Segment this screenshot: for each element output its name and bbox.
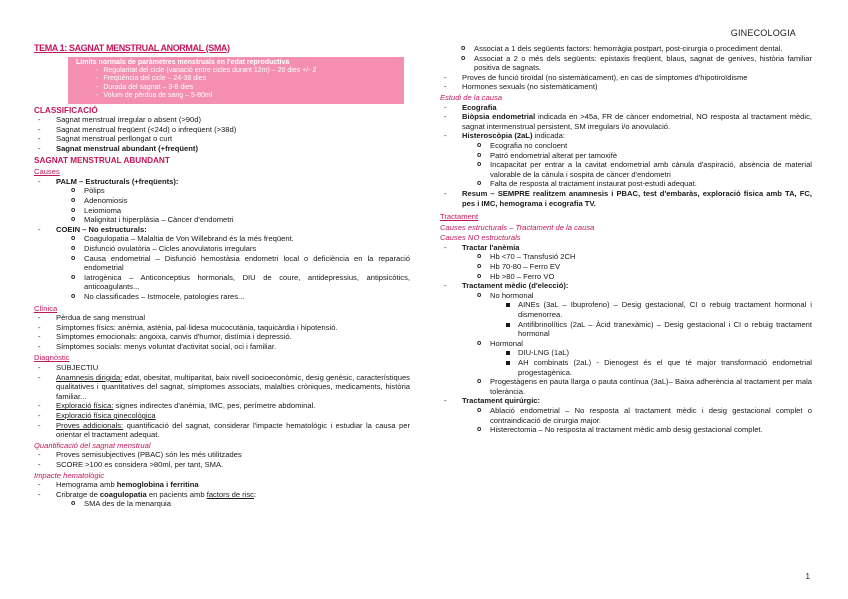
list-item	[56, 225, 410, 302]
list-item: o Incapacitat per entrar a la cavitat endometrial amb cànula d'aspiració, absència de material valorable de la cànula i sospita de càncer d'endometri	[490, 160, 812, 179]
list-item: - Volum de pèrdua de sang – 5-80ml	[106, 92, 396, 100]
list-item: o Causa endometrial – Disfunció hemostàsia endometri local o deficiència en la reparació endometrial	[84, 254, 410, 273]
list-item: o Iatrogènica – Anticonceptius hormonals, DIU de coure, antidepressius, antipsicòtics, anticoagulants...	[84, 273, 410, 292]
list-item: o Hb >80 – Ferro VO	[490, 272, 812, 282]
medic-list	[462, 291, 812, 397]
coein-list	[56, 234, 410, 301]
list-item: - Regularitat del cicle (variació entre cicles durant 12m) – 20 dies +/- 2	[106, 67, 396, 75]
list-item: o Malignitat i hiperplàsia – Càncer d'endometri	[84, 215, 410, 225]
text: No hormonal	[490, 290, 534, 300]
list-item: o Histerectomia – No resposta al tractament mèdic amb desig gestacional complet.	[490, 425, 812, 435]
right-column	[440, 44, 812, 435]
list-item: o Pòlips	[84, 186, 410, 196]
list-item	[462, 131, 812, 189]
left-column	[34, 44, 410, 509]
list-item: DIU-LNG (1aL)	[518, 348, 812, 358]
list-item: o Falta de resposta al tractament instaurat post-estudi adequat.	[490, 179, 812, 189]
box-heading: Límits normals de paràmetres menstruals en l'edat reproductiva	[76, 58, 290, 66]
subsection-heading-quantificacio: Quantificació del sagnat menstrual	[34, 440, 151, 450]
bold-text: Tractar l'anèmia	[462, 242, 520, 252]
quantificacio-list	[34, 450, 410, 469]
factors-list	[440, 44, 812, 73]
list-item: o Progestàgens en pauta llarga o pauta contínua (3aL)– Baixa adherència al tractament per mala tolerància.	[490, 377, 812, 396]
list-item: - Sagnat menstrual freqüent (<24d) o infreqüent (>38d)	[56, 125, 410, 135]
box-list	[76, 67, 396, 101]
list-item: - Proves semisubjectives (PBAC) són les més utilitzades	[56, 450, 410, 460]
subsection-heading-tractament: Tractament	[440, 212, 479, 222]
list-item	[462, 396, 812, 434]
underlined-text: factors de risc	[206, 489, 254, 499]
list-item: o Ablació endometrial – No resposta al tractament mèdic i desig gestacional complet o contraindicació de cirurgia major.	[490, 406, 812, 425]
list-item: o Adenomiosis	[84, 196, 410, 206]
list-item	[490, 291, 812, 339]
list-item	[56, 421, 410, 440]
list-item	[462, 281, 812, 396]
page-number: 1	[805, 572, 810, 581]
text: indicada en >45a, FR de càncer endometrial, NO resposta al tractament mèdic, sagnat intermenstrual persistent, SM irregulars i/o anovulació.	[462, 112, 812, 131]
subsection-heading-causes: Causes	[34, 167, 60, 177]
list-item: AH combinats (2aL) - Dienogest és el que té major transformació endometrial progestagènica.	[518, 358, 812, 377]
bold-text: Tractament mèdic (d'elecció):	[462, 281, 569, 291]
list-item	[56, 480, 410, 490]
list-item	[462, 112, 812, 131]
list-item: - Símptomes físics: anèmia, astènia, pal·lidesa mucocutània, taquicàrdia i hipotensió.	[56, 323, 410, 333]
no-hormonal-list	[490, 300, 812, 338]
underlined-text: Anamnesis dirigida:	[56, 372, 123, 382]
list-item	[462, 189, 812, 208]
list-item	[56, 373, 410, 402]
tractament-list	[440, 243, 812, 435]
list-item: o Hb 70-80 – Ferro EV	[490, 262, 812, 272]
list-item: - Símptomes socials: menys voluntat d'activitat social, oci i familiar.	[56, 342, 410, 352]
list-item: - Sagnat menstrual perllongat o curt	[56, 134, 410, 144]
clinica-list	[34, 313, 410, 351]
causes-no-estructurals-line: Causes NO estructurals	[440, 233, 521, 243]
impacte-list	[34, 480, 410, 509]
anemia-list	[462, 252, 812, 281]
list-item	[462, 103, 812, 113]
section-heading-sma: SAGNAT MENSTRUAL ABUNDANT	[34, 155, 170, 165]
list-item	[490, 339, 812, 377]
subsection-heading-clinica: Clínica	[34, 303, 58, 313]
text: signes indirectes d'anèmia, IMC, pes, perímetre abdominal.	[113, 401, 316, 411]
list-item: o Leiomioma	[84, 206, 410, 216]
estudi-list	[440, 103, 812, 209]
list-item: - Hormones sexuals (no sistemàticament)	[462, 82, 812, 92]
list-item: AINEs (3aL – Ibuprofeno) – Desig gestacional, CI o rebuig tractament hormonal i dismenorrea.	[518, 300, 812, 320]
list-item	[462, 243, 812, 281]
list-item	[56, 144, 410, 154]
coein-label: COEIN – No estructurals:	[56, 224, 147, 234]
normal-limits-box	[68, 57, 404, 104]
bold-text: hemoglobina i ferritina	[116, 480, 199, 490]
underlined-text: Exploració física ginecològica	[56, 411, 156, 421]
text: indicada:	[532, 131, 565, 141]
subsection-heading-impacte: Impacte hematològic	[34, 470, 105, 480]
list-item: - SUBJECTIU	[56, 363, 410, 373]
underlined-text: Exploració física:	[56, 401, 114, 411]
list-item	[56, 490, 410, 509]
list-item	[56, 401, 410, 411]
list-item: o SMA des de la menarquia	[84, 499, 410, 509]
bold-text: Resum – SEMPRE realitzem anamnesis i PBAC, test d'embaràs, exploració física amb TA, FC, pes i IMC, hemograma i ecografia TV.	[462, 188, 812, 208]
list-item: - SCORE >100 es considera >80ml, per tant, SMA.	[56, 460, 410, 470]
palm-label: PALM – Estructurals (+freqüents):	[56, 176, 179, 186]
text: Cribratge de	[56, 489, 100, 499]
text: Hormonal	[490, 338, 523, 348]
list-item: - Sagnat menstrual irregular o absent (>90d)	[56, 115, 410, 125]
list-item: o Associat a 2 o més dels següents: epistaxis freqüent, blaus, sagnat de genives, història familiar positiva de sagnats.	[474, 54, 812, 73]
histero-list	[462, 141, 812, 189]
text: en pacients amb	[146, 489, 207, 499]
classificacio-list	[34, 115, 410, 153]
causes-list	[34, 177, 410, 302]
list-item	[56, 411, 410, 421]
text: Hemograma amb	[56, 480, 117, 490]
causes-estructurals-line: Causes estructurals – Tractament de la causa	[440, 222, 595, 232]
list-item: o Ecografia no concloent	[490, 141, 812, 151]
list-item: o Associat a 1 dels següents factors: hemorràgia postpart, post-cirurgia o procediment dental.	[474, 44, 812, 54]
underlined-text: Proves addicionals:	[56, 420, 124, 430]
list-item: - Freqüència del cicle – 24-38 dies	[106, 75, 396, 83]
bold-text: Tractament quirúrgic:	[462, 396, 541, 406]
list-item: - Pèrdua de sang menstrual	[56, 313, 410, 323]
quirurgic-list	[462, 406, 812, 435]
text: edat, obesitat, multiparitat, baix nivell socioeconòmic, desig genèsic, característiques qualitatives i quantitatives del sagnat, símptomes associats, malalties cròniques, medicaments, història familiar...	[56, 372, 410, 401]
list-item: o No classificades – Istmocele, patologies rares...	[84, 292, 410, 302]
bold-text: Biòpsia endometrial	[462, 112, 536, 122]
list-item: o Patró endometrial alterat per tamoxifè	[490, 151, 812, 161]
bold-text: Ecografia	[462, 102, 497, 112]
text: :	[253, 489, 257, 499]
list-item: o Disfunció ovulatòria – Cicles anovulatoris irregulars	[84, 244, 410, 254]
hormone-tests-list	[440, 73, 812, 92]
list-item: o Coagulopatia – Malaltia de Von Willebrand és la més freqüent.	[84, 234, 410, 244]
bold-text: Histeroscòpia (2aL)	[462, 131, 533, 141]
list-item: - Durada del sagnat – 3-8 dies	[106, 84, 396, 92]
diagnostic-list	[34, 363, 410, 440]
hormonal-list	[490, 348, 812, 377]
page-title: TEMA 1: SAGNAT MENSTRUAL ANORMAL (SMA)	[34, 43, 230, 53]
section-heading-classificacio: CLASSIFICACIÓ	[34, 105, 98, 115]
bold-text: coagulopatia	[99, 489, 147, 499]
impacte-sublist	[56, 499, 410, 509]
list-item	[56, 177, 410, 225]
subsection-heading-diagnostic: Diagnòstic	[34, 353, 70, 363]
text: quantificació del sagnat, considerar l'impacte hematològic i estudiar la causa per orientar el tractament adequat.	[56, 420, 410, 440]
list-item: - Proves de funció tiroïdal (no sistemàticament), en cas de símptomes d'hipotiroïdisme	[462, 73, 812, 83]
subsection-heading-estudi: Estudi de la causa	[440, 92, 503, 102]
list-item: - Símptomes emocionals: angoixa, canvis d'humor, distímia i depressió.	[56, 332, 410, 342]
palm-list	[56, 186, 410, 224]
list-item: Antifibrinolítics (2aL – Àcid tranexàmic) – Desig gestacional i CI o rebuig tractament hormonal	[518, 319, 812, 339]
header-subject: GINECOLOGIA	[730, 28, 796, 38]
list-item: o Hb <70 – Transfusió 2CH	[490, 252, 812, 262]
bold-text: Sagnat menstrual abundant (+freqüent)	[56, 144, 198, 153]
